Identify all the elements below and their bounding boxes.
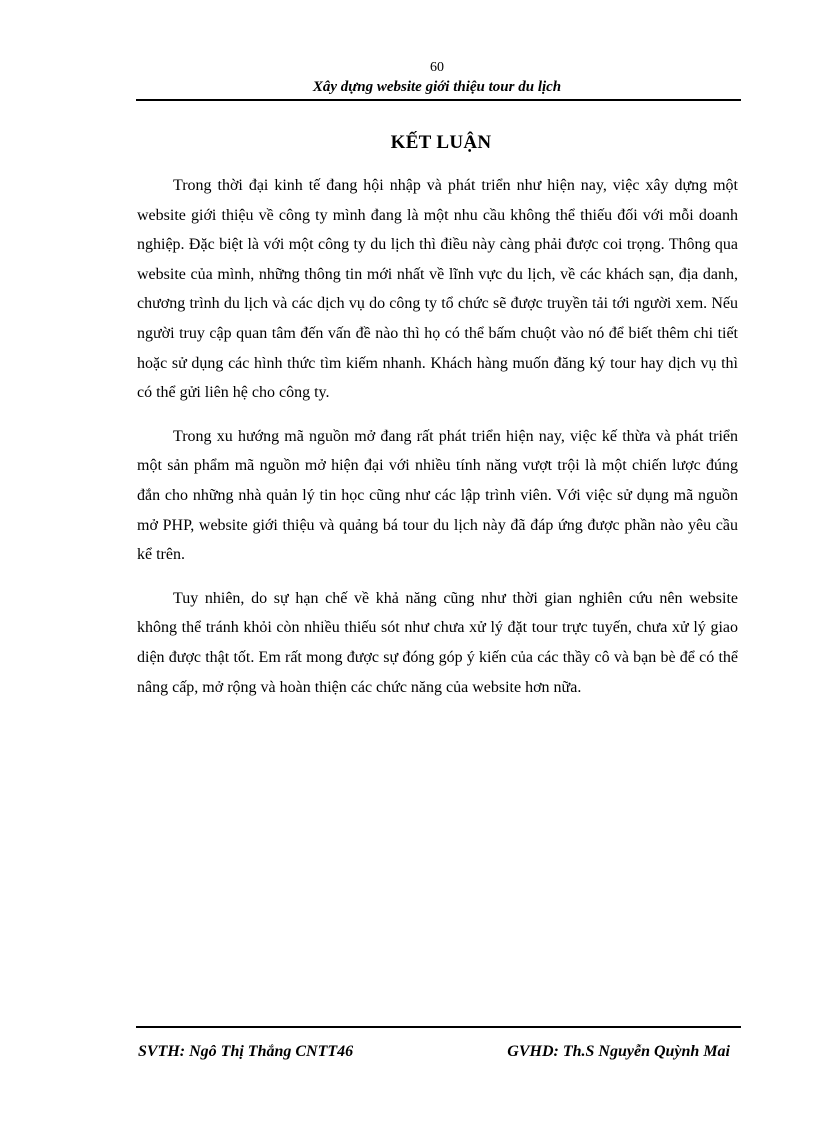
page-title: KẾT LUẬN — [390, 132, 492, 153]
header-divider — [136, 99, 741, 101]
page-number: 60 — [430, 60, 444, 75]
paragraph-2: Trong xu hướng mã nguồn mở đang rất phát triển hiện nay, việc kế thừa và phát triển một sản phẩm mã nguồn mở hiện đại với nhiều tính năng vượt trội là một chiến lược đúng đắn cho những nhà quản lý tin học cũng như các lập trình viên. Với việc sử dụng mã nguồn mở PHP, website giới thiệu và quảng bá tour du lịch này đã đáp ứng được phần nào yêu cầu kể trên. — [137, 427, 738, 564]
footer-divider — [136, 1026, 741, 1028]
conclusion-body — [137, 171, 738, 716]
paragraph-3: Tuy nhiên, do sự hạn chế về khả năng cũng như thời gian nghiên cứu nên website không thể tránh khỏi còn nhiều thiếu sót như chưa xử lý đặt tour trực tuyến, chưa xử lý giao diện được thật tốt. Em rất mong được sự đóng góp ý kiến của các thầy cô và bạn bè để có thể nâng cấp, mở rộng và hoàn thiện các chức năng của website hơn nữa. — [137, 589, 738, 696]
paragraph-1: Trong thời đại kinh tế đang hội nhập và phát triển như hiện nay, việc xây dựng một website giới thiệu về công ty mình đang là một nhu cầu không thể thiếu đối với mỗi doanh nghiệp. Đặc biệt là với một công ty du lịch thì điều này càng phải được coi trọng. Thông qua website của mình, những thông tin mới nhất về lĩnh vực du lịch, về các khách sạn, địa danh, chương trình du lịch và các dịch vụ do công ty tổ chức sẽ được truyền tải tới người xem. Nếu người truy cập quan tâm đến vấn đề nào thì họ có thể bấm chuột vào nó để biết thêm chi tiết hoặc sử dụng các hình thức tìm kiếm nhanh. Khách hàng muốn đăng ký tour hay dịch vụ thì có thể gửi liên hệ cho công ty. — [137, 177, 738, 402]
running-title: Xây dựng website giới thiệu tour du lịch — [312, 79, 562, 95]
footer-student: SVTH: Ngô Thị Thắng CNTT46 — [138, 1043, 354, 1060]
footer-advisor: GVHD: Th.S Nguyễn Quỳnh Mai — [507, 1043, 730, 1060]
